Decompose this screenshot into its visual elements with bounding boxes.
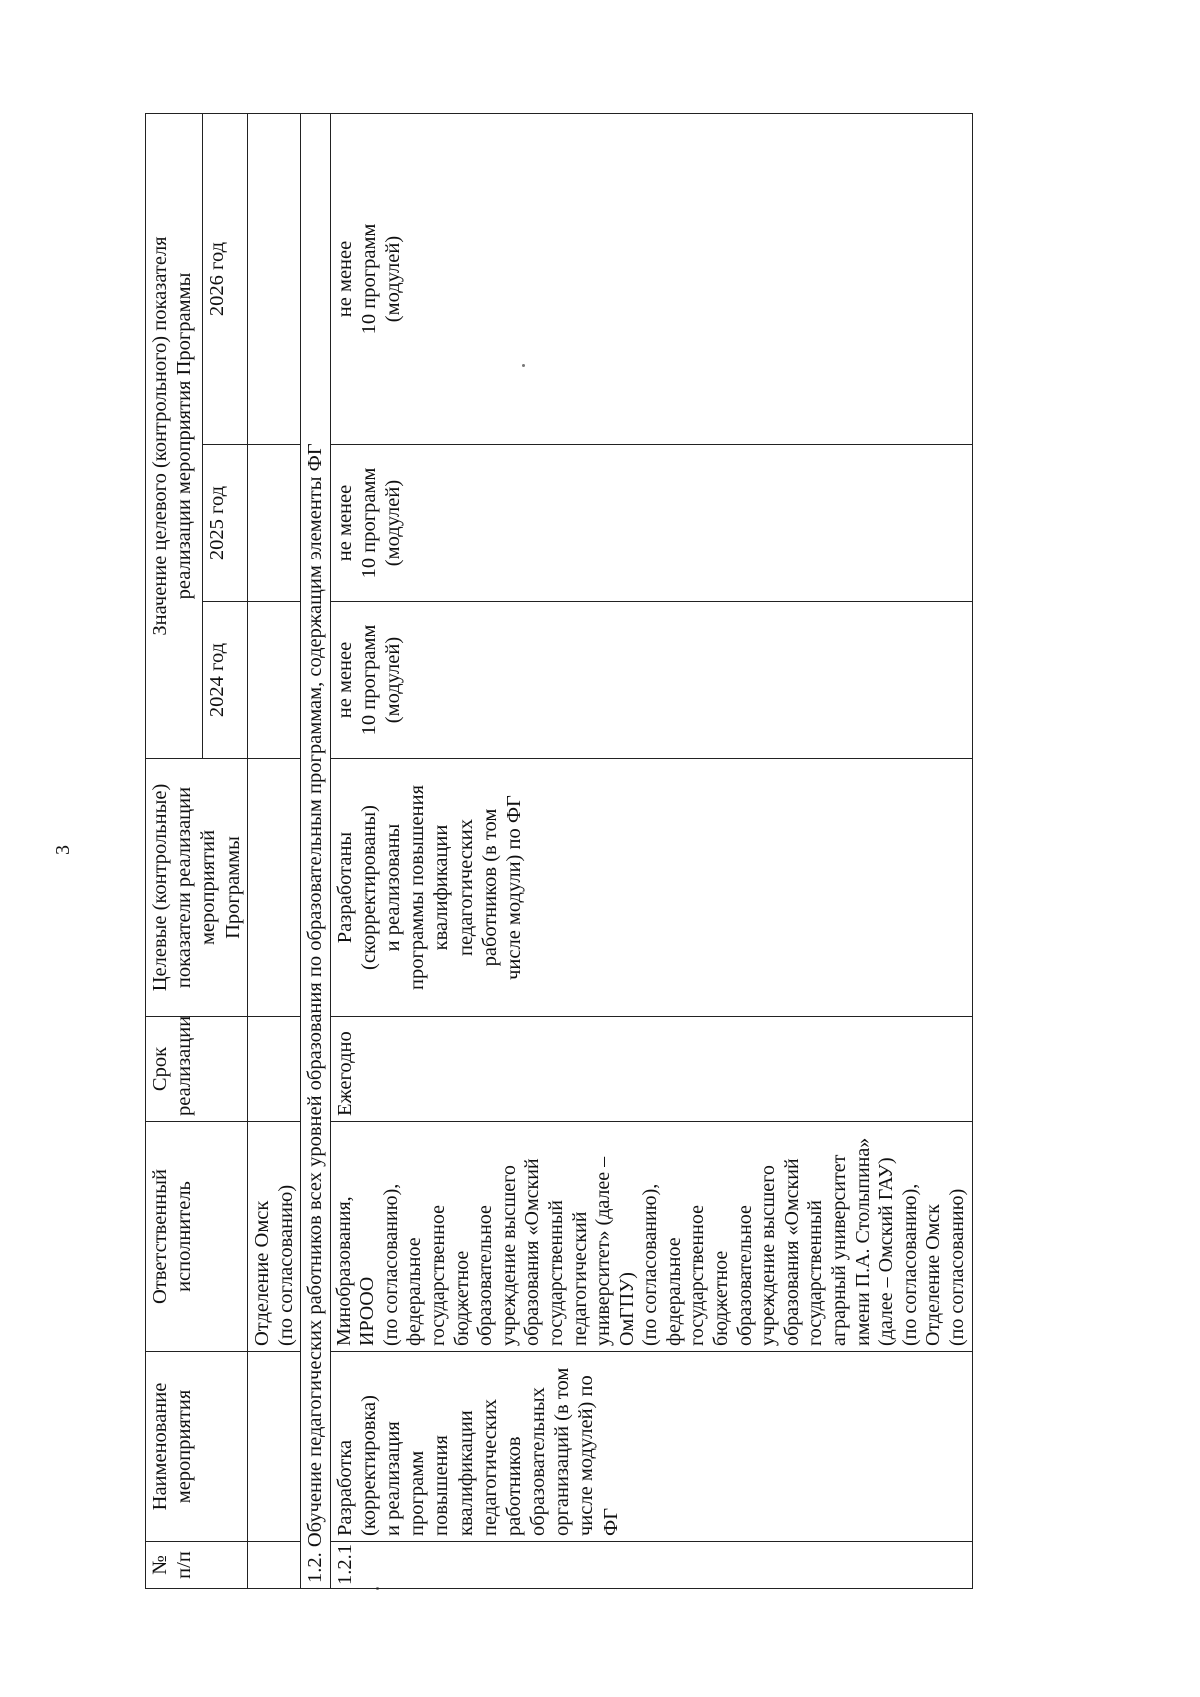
header-year-2025: 2025 год [203, 445, 248, 602]
table-row [330, 113, 972, 1588]
cont-2025 [248, 445, 301, 602]
row-num: 1.2.1 [330, 1542, 972, 1589]
header-term: Срок реализации [146, 1017, 248, 1122]
header-row [146, 113, 203, 1588]
row-term: Ежегодно [330, 1017, 972, 1122]
cont-name [248, 1352, 301, 1542]
header-year-2026: 2026 год [203, 113, 248, 444]
continuation-row [248, 113, 301, 1588]
row-indicator: Разработаны (скорректированы) и реализованы программы повышения квалификации педагогических работников (в том числе модули) по ФГ [330, 759, 972, 1017]
header-name: Наименование мероприятия [146, 1352, 248, 1542]
rotated-page-content [145, 114, 1085, 1589]
section-title: 1.2. Обучение педагогических работников всех уровней образования по образовательным программам, содержащим элементы ФГ [301, 113, 330, 1588]
cont-indicator [248, 759, 301, 1017]
header-executor: Ответственный исполнитель [146, 1122, 248, 1352]
cont-2026 [248, 113, 301, 444]
row-executor: Минобразования, ИРОOO (по согласованию), федеральное государственное бюджетное образовательное учреждение высшего образования «Омский государственный педагогический университет» (далее – ОмГПУ) (по согласованию), федеральное государственное бюджетное образовательное учреждение высшего образования «Омский государственный аграрный университет имени П.А. Столыпина» (далее – Омский ГАУ) (по согласованию), Отделение Омск (по согласованию) [330, 1122, 972, 1352]
cont-term [248, 1017, 301, 1122]
program-table [145, 113, 973, 1589]
header-year-2024: 2024 год [203, 602, 248, 759]
row-name: Разработка (корректировка) и реализация программ повышения квалификации педагогических работников образовательных организаций (в том числе модулей) по ФГ [330, 1352, 972, 1542]
header-value-group: Значение целевого (контрольного) показателя реализации мероприятия Программы [146, 113, 203, 758]
section-row [301, 113, 330, 1588]
cont-2024 [248, 602, 301, 759]
cont-num [248, 1542, 301, 1589]
row-value-2026: не менее 10 программ (модулей) [330, 113, 972, 444]
header-num: № п/п [146, 1542, 248, 1589]
row-value-2024: не менее 10 программ (модулей) [330, 602, 972, 759]
page-number: 3 [52, 845, 74, 855]
row-value-2025: не менее 10 программ (модулей) [330, 445, 972, 602]
header-indicator: Целевые (контрольные) показатели реализации мероприятий Программы [146, 759, 248, 1017]
cont-executor: Отделение Омск (по согласованию) [248, 1122, 301, 1352]
